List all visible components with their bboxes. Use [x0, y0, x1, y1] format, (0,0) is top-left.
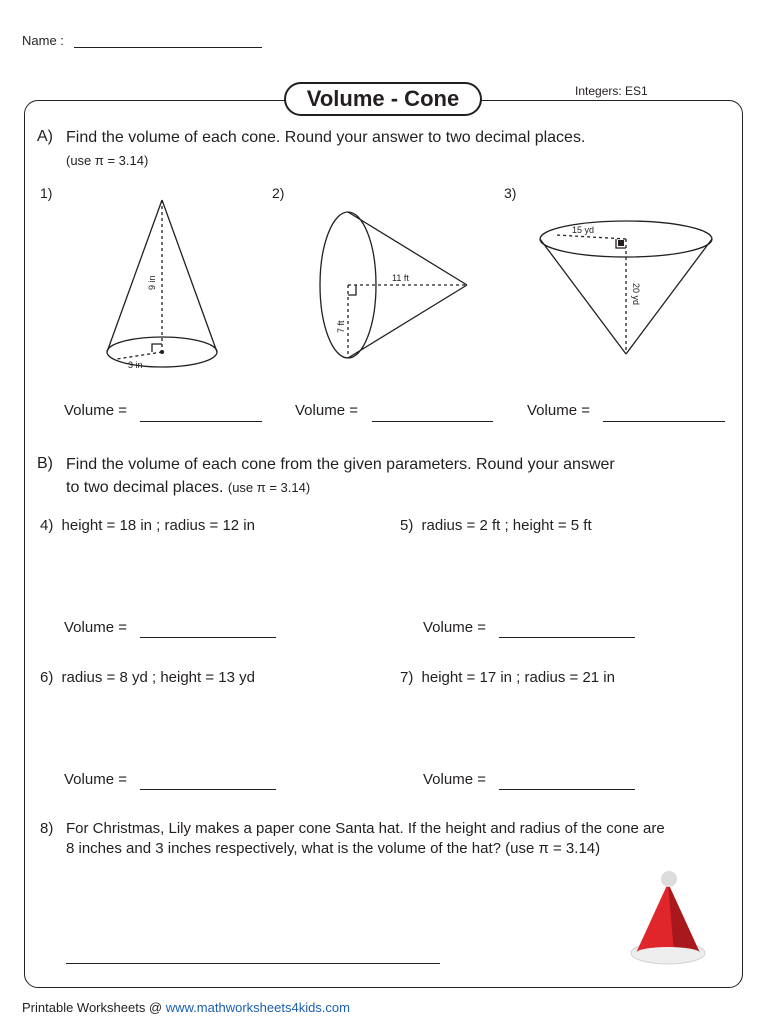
problem-8-number: 8) [40, 820, 54, 837]
hat-brim-front [636, 947, 700, 959]
cone-3-radius-label: 15 yd [572, 225, 595, 235]
santa-hat-icon [626, 867, 710, 971]
problem-8-line2: 8 inches and 3 inches respectively, what is the volume of the hat? (use π = 3.14) [66, 840, 601, 857]
section-b-instruction-line2: to two decimal places. [66, 479, 224, 496]
level-label: Integers: ES1 [575, 84, 648, 98]
cone-2-right-angle [348, 285, 356, 295]
problem-5-volume-label: Volume = [423, 619, 486, 636]
cone-1-radius-line [117, 352, 162, 359]
problem-8-line1: For Christmas, Lily makes a paper cone Santa hat. If the height and radius of the cone are [66, 820, 665, 837]
problem-4 [40, 517, 255, 534]
cone-3-diagram [536, 215, 716, 360]
section-b-letter: B) [37, 455, 53, 472]
cone-3-right-angle-fill [618, 240, 624, 246]
problem-7-volume-label: Volume = [423, 771, 486, 788]
problem-4-volume-label: Volume = [64, 619, 127, 636]
problem-4-text: height = 18 in ; radius = 12 in [61, 517, 255, 534]
section-a-pi-note: (use π = 3.14) [66, 153, 149, 168]
problem-7 [400, 669, 615, 686]
name-field[interactable] [74, 47, 262, 48]
problem-5-number: 5) [400, 517, 414, 534]
problem-6 [40, 669, 255, 686]
problem-4-answer-field[interactable] [140, 637, 276, 638]
problem-6-number: 6) [40, 669, 54, 686]
problem-4-number: 4) [40, 517, 54, 534]
problem-5 [400, 517, 592, 534]
hat-pompom [661, 871, 677, 887]
section-b-instruction-line2-row [66, 477, 310, 499]
problem-2-volume-label: Volume = [295, 402, 358, 419]
problem-3-number: 3) [504, 185, 517, 201]
cone-3-radius-line [556, 235, 626, 239]
problem-7-number: 7) [400, 669, 414, 686]
cone-2-radius-label: 7 ft [336, 320, 346, 333]
name-label: Name : [22, 33, 64, 48]
footer-link[interactable]: www.mathworksheets4kids.com [165, 1000, 350, 1015]
problem-7-text: height = 17 in ; radius = 21 in [421, 669, 615, 686]
problem-7-answer-field[interactable] [499, 789, 635, 790]
section-b-instruction-line1: Find the volume of each cone from the given parameters. Round your answer [66, 456, 615, 473]
problem-2-answer-field[interactable] [372, 421, 493, 422]
cone-2-side-bottom [348, 285, 467, 358]
section-b-pi-note: (use π = 3.14) [227, 480, 311, 495]
problem-6-volume-label: Volume = [64, 771, 127, 788]
footer [22, 1000, 350, 1015]
problem-1-number: 1) [40, 185, 53, 201]
problem-3-volume-label: Volume = [527, 402, 590, 419]
section-a-instruction: Find the volume of each cone. Round your answer to two decimal places. [66, 129, 586, 146]
cone-2-height-label: 11 ft [392, 273, 409, 283]
problem-3-answer-field[interactable] [603, 421, 725, 422]
problem-8-answer-field[interactable] [66, 963, 440, 964]
cone-1-side-right [162, 200, 217, 352]
problem-1-answer-field[interactable] [140, 421, 262, 422]
cone-1-radius-label: 3 in [128, 360, 143, 370]
footer-prefix: Printable Worksheets @ [22, 1000, 163, 1015]
problem-1-volume-label: Volume = [64, 402, 127, 419]
problem-5-answer-field[interactable] [499, 637, 635, 638]
problem-5-text: radius = 2 ft ; height = 5 ft [421, 517, 592, 534]
cone-1-center [160, 350, 164, 354]
problem-2-number: 2) [272, 185, 285, 201]
cone-3-height-label: 20 yd [631, 283, 641, 306]
cone-1-diagram [100, 192, 225, 377]
problem-6-answer-field[interactable] [140, 789, 276, 790]
cone-2-diagram [312, 205, 477, 370]
cone-1-height-label: 9 in [147, 275, 157, 290]
problem-6-text: radius = 8 yd ; height = 13 yd [61, 669, 255, 686]
section-a-letter: A) [37, 128, 53, 145]
page-title: Volume - Cone [284, 82, 482, 116]
